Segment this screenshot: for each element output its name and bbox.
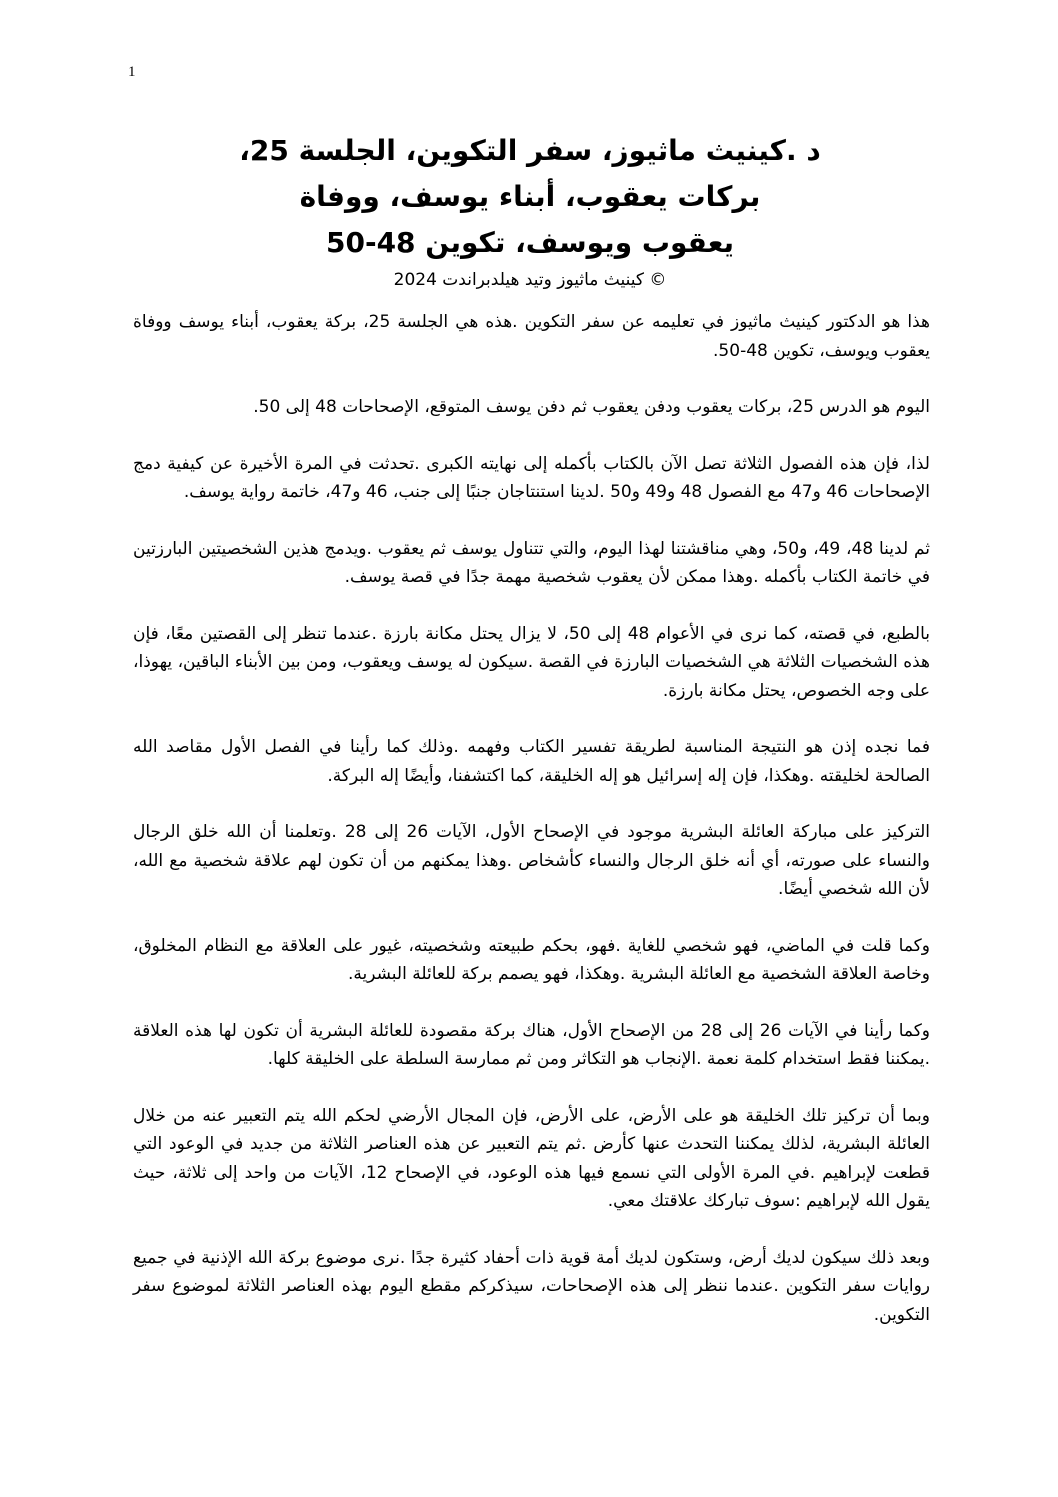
- title-line: د .كينيث ماثيوز، سفر التكوين، الجلسة 25،: [239, 134, 821, 167]
- paragraph: فما نجده إذن هو النتيجة المناسبة لطريقة تفسير الكتاب وفهمه .وذلك كما رأينا في الفصل الأول مقاصد الله الصالحة لخليقته .وهكذا، فإن إله إسرائيل هو إله الخليقة، كما اكتشفنا، وأيضًا إله البركة.: [133, 737, 930, 786]
- paragraph: وكما قلت في الماضي، فهو شخصي للغاية .فهو، بحكم طبيعته وشخصيته، غيور على العلاقة مع النظام المخلوق، وخاصة العلاقة الشخصية مع العائلة البشرية .وهكذا، فهو يصمم بركة للعائلة البشرية.: [133, 935, 930, 984]
- paragraph: بالطبع، في قصته، كما نرى في الأعوام 48 إلى 50، لا يزال يحتل مكانة بارزة .عندما تنظر إلى القصتين معًا، فإن هذه الشخصيات الثلاثة هي الشخصيات البارزة في القصة .سيكون له يوسف ويعقوب، ومن بين الأبناء الباقين، يهوذا، على وجه الخصوص، يحتل مكانة بارزة.: [133, 623, 930, 701]
- copyright-notice: كينيث ماثيوز وتيد هيلدبراندت 2024 ©: [393, 270, 667, 290]
- paragraph: هذا هو الدكتور كينيث ماثيوز في تعليمه عن سفر التكوين .هذه هي الجلسة 25، بركة يعقوب، أبناء يوسف ووفاة يعقوب ويوسف، تكوين 48-50.: [133, 312, 930, 361]
- document-header: [130, 128, 930, 294]
- paragraph: وبما أن تركيز تلك الخليقة هو على الأرض، على الأرض، فإن المجال الأرضي لحكم الله يتم التعبير عنه من خلال العائلة البشرية، لذلك يمكننا التحدث عنها كأرض .ثم يتم التعبير عن هذه العناصر الثلاثة من جديد في الوعود التي قطعت لإبراهيم .في المرة الأولى التي نسمع فيها هذه الوعود، في الإصحاح 12، الآيات من واحد إلى ثلاثة، حيث يقول الله لإبراهيم :سوف تباركك علاقتك معي.: [133, 1105, 930, 1211]
- paragraph: اليوم هو الدرس 25، بركات يعقوب ودفن يعقوب ثم دفن يوسف المتوقع، الإصحاحات 48 إلى 50.: [253, 397, 930, 417]
- page-number: 1: [128, 64, 136, 80]
- paragraph: وبعد ذلك سيكون لديك أرض، وستكون لديك أمة قوية ذات أحفاد كثيرة جدًا .نرى موضوع بركة الله الإذنية في جميع روايات سفر التكوين .عندما ننظر إلى هذه الإصحاحات، سيذكركم مقطع اليوم بهذه العناصر الثلاثة لموضوع سفر التكوين.: [133, 1247, 930, 1325]
- paragraph: وكما رأينا في الآيات 26 إلى 28 من الإصحاح الأول، هناك بركة مقصودة للعائلة البشرية أن تكون لها هذه العلاقة .يمكننا فقط استخدام كلمة نعمة .الإنجاب هو التكاثر ومن ثم ممارسة السلطة على الخليقة كلها.: [133, 1020, 931, 1069]
- paragraph: لذا، فإن هذه الفصول الثلاثة تصل الآن بالكتاب بأكمله إلى نهايته الكبرى .تحدثت في المرة الأخيرة عن كيفية دمج الإصحاحات 46 و47 مع الفصول 48 و49 و50 .لدينا استنتاجان جنبًا إلى جنب، 46 و47، خاتمة رواية يوسف.: [133, 453, 930, 502]
- title-line: يعقوب ويوسف، تكوين 48-50: [325, 226, 735, 259]
- paragraph: ثم لدينا 48، 49، و50، وهي مناقشتنا لهذا اليوم، والتي تتناول يوسف ثم يعقوب .ويدمج هذين الشخصيتين البارزتين في خاتمة الكتاب بأكمله .وهذا ممكن لأن يعقوب شخصية مهمة جدًا في قصة يوسف.: [133, 538, 930, 587]
- title-line: بركات يعقوب، أبناء يوسف، ووفاة: [299, 180, 761, 213]
- paragraph: التركيز على مباركة العائلة البشرية موجود في الإصحاح الأول، الآيات 26 إلى 28 .وتعلمنا أن الله خلق الرجال والنساء على صورته، أي أنه خلق الرجال والنساء كأشخاص .وهذا يمكنهم من أن تكون لهم علاقة شخصية مع الله، لأن الله شخصي أيضًا.: [133, 822, 930, 899]
- document-body: [133, 308, 930, 1357]
